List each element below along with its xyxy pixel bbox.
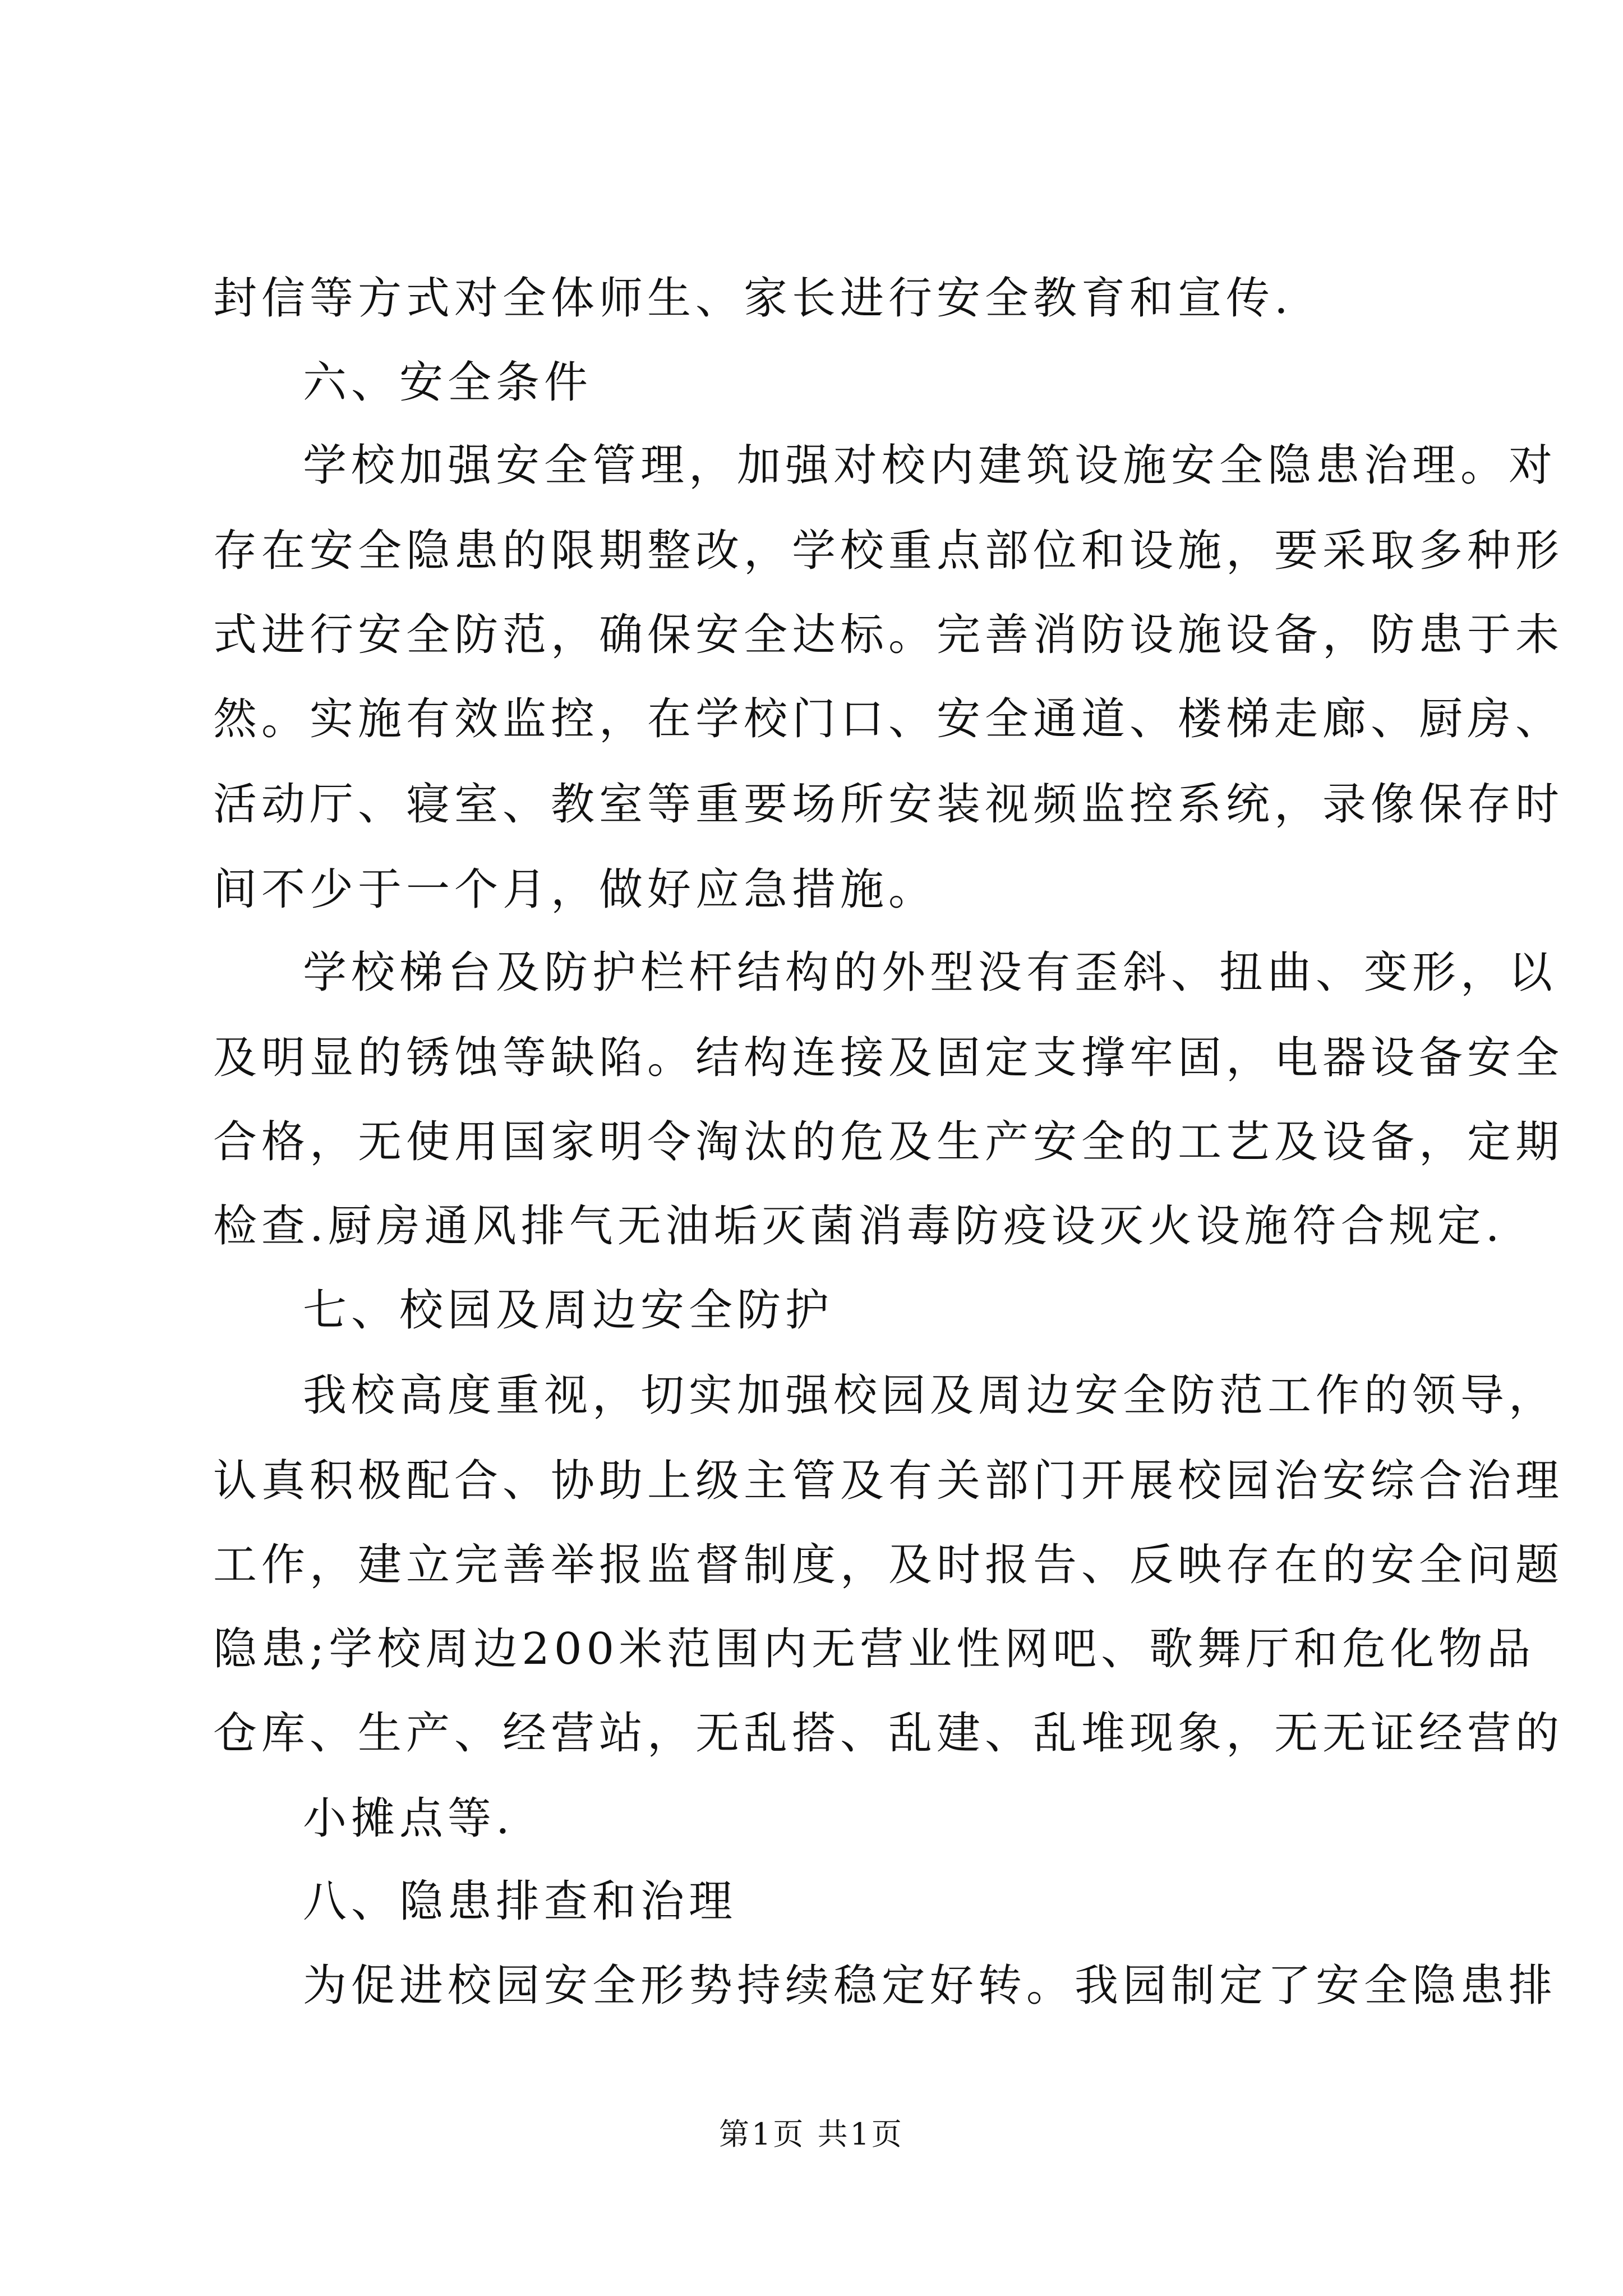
- body-text-line: 为促进校园安全形势持续稳定好转。我园制定了安全隐患排: [303, 1961, 1557, 2011]
- section-heading-7: 七、校园及周边安全防护: [303, 1285, 834, 1336]
- body-text-line: 学校加强安全管理，加强对校内建筑设施安全隐患治理。对: [303, 440, 1557, 491]
- section-heading-6: 六、安全条件: [303, 357, 593, 408]
- body-text-line: 及明显的锈蚀等缺陷。结构连接及固定支撑牢固，电器设备安全: [213, 1033, 1564, 1083]
- body-text-line: 式进行安全防范，确保安全达标。完善消防设施设备，防患于未: [213, 610, 1564, 660]
- body-text-line: 存在安全隐患的限期整改，学校重点部位和设施，要采取多种形: [213, 526, 1564, 576]
- body-text-line: 然。实施有效监控，在学校门口、安全通道、楼梯走廊、厨房、: [213, 694, 1564, 744]
- body-text-line: 学校梯台及防护栏杆结构的外型没有歪斜、扭曲、变形，以: [303, 947, 1557, 998]
- body-text-line: 活动厅、寝室、教室等重要场所安装视频监控系统，录像保存时: [213, 779, 1564, 830]
- body-text-line: 隐患;学校周边200米范围内无营业性网吧、歌舞厅和危化物品: [213, 1624, 1536, 1674]
- body-text-line: 我校高度重视，切实加强校园及周边安全防范工作的领导，: [303, 1370, 1557, 1421]
- page-number-footer: 第1页 共1页: [719, 2116, 904, 2152]
- body-text-line: 合格，无使用国家明令淘汰的危及生产安全的工艺及设备，定期: [213, 1117, 1564, 1167]
- body-text-line: 小摊点等.: [303, 1793, 514, 1844]
- section-heading-8: 八、隐患排查和治理: [303, 1876, 737, 1927]
- body-text-line: 检查.厨房通风排气无油垢灭菌消毒防疫设灭火设施符合规定.: [213, 1201, 1504, 1251]
- body-text-line: 认真积极配合、协助上级主管及有关部门开展校园治安综合治理: [213, 1456, 1564, 1506]
- body-text-line: 间不少于一个月，做好应急措施。: [213, 864, 937, 915]
- body-text-line: 工作，建立完善举报监督制度，及时报告、反映存在的安全问题: [213, 1540, 1564, 1590]
- body-text-line: 仓库、生产、经营站，无乱搭、乱建、乱堆现象，无无证经营的: [213, 1708, 1564, 1759]
- body-text-line: 封信等方式对全体师生、家长进行安全教育和宣传.: [213, 273, 1293, 324]
